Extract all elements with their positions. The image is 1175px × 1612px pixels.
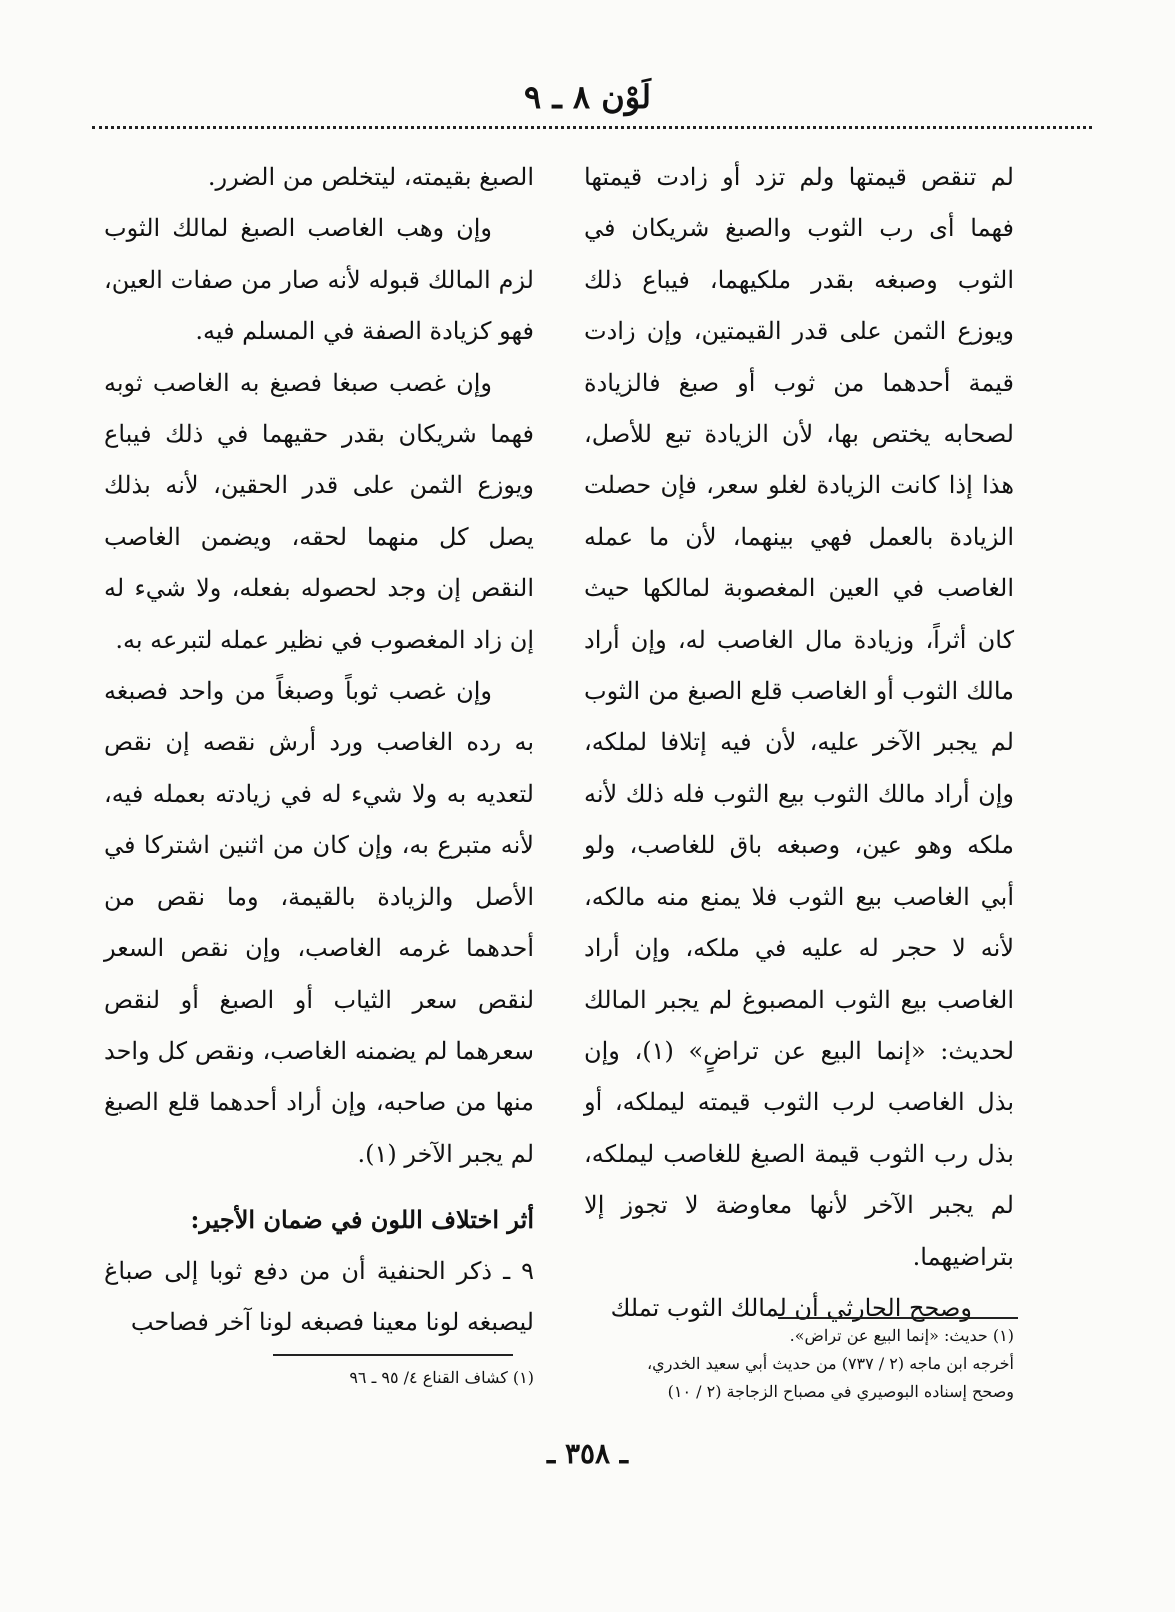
body-paragraph: وإن غصب ثوباً وصبغاً من واحد فصبغه به رده الغاصب ورد أرش نقصه إن نقص لتعديه به ولا شيء له في زيادته بعمله فيه، لأنه متبرع به، وإن كان من اثنين اشتركا في الأصل والزيادة بالقيمة، وما نقص من أحدهما غرمه الغاصب، وإن نقص السعر لنقص سعر الثياب أو الصبغ أو لنقص سعرهما لم يضمنه الغاصب، ونقص كل واحد منها من صاحبه، وإن أراد أحدهما قلع الصبغ لم يجبر الآخر (١).	[104, 677, 534, 1168]
footnotes-right	[584, 1322, 1014, 1406]
body-paragraph: وإن وهب الغاصب الصبغ لمالك الثوب لزم المالك قبوله لأنه صار من صفات العين، فهو كزيادة الصفة في المسلم فيه.	[104, 214, 534, 346]
right-column	[584, 152, 1014, 1334]
footnotes-left	[104, 1364, 534, 1392]
page-header-title: لَوْن ٨ ـ ٩	[524, 78, 651, 116]
footnote-line: أخرجه ابن ماجه (٢ / ٧٣٧) من حديث أبي سعيد الخدري،	[647, 1354, 1014, 1373]
body-paragraph: ٩ ـ ذكر الحنفية أن من دفع ثوبا إلى صباغ ليصبغه لونا معينا فصبغه لونا آخر فصاحب	[104, 1256, 535, 1336]
footnote-line: (١) كشاف القناع ٤/ ٩٥ ـ ٩٦	[349, 1368, 534, 1387]
footnote-line: وصحح إسناده البوصيري في مصباح الزجاجة (٢ / ١٠)	[667, 1382, 1014, 1401]
footnote-rule	[778, 1317, 1018, 1319]
section-subheading: أثر اختلاف اللون في ضمان الأجير:	[190, 1205, 534, 1235]
body-paragraph: وصحح الحارثي أن لمالك الثوب تملك	[610, 1293, 972, 1322]
body-paragraph: لم تنقص قيمتها ولم تزد أو زادت قيمتها فهما أى رب الثوب والصبغ شريكان في الثوب وصبغه بقدر ملكيهما، فيباع ذلك ويوزع الثمن على قدر القيمتين، وإن زادت قيمة أحدهما من ثوب أو صبغ فالزيادة لصحابه يختص بها، لأن الزيادة تبع للأصل، هذا إذا كانت الزيادة لغلو سعر، فإن حصلت الزيادة بالعمل فهي بينهما، لأن ما عمله الغاصب في العين المغصوبة لمالكها حيث كان أثراً، وزيادة مال الغاصب له، وإن أراد مالك الثوب أو الغاصب قلع الصبغ من الثوب لم يجبر الآخر عليه، لأن فيه إتلافا لملكه، وإن أراد مالك الثوب بيع الثوب فله ذلك لأنه ملكه وهو عين، وصبغه باق للغاصب، ولو أبي الغاصب بيع الثوب فلا يمنع منه مالكه، لأنه لا حجر له عليه في ملكه، وإن أراد الغاصب بيع الثوب المصبوغ لم يجبر المالك لحديث: «إنما البيع عن تراضٍ» (١)، وإن بذل الغاصب لرب الثوب قيمته ليملكه، أو بذل رب الثوب قيمة الصبغ للغاصب ليملكه، لم يجبر الآخر لأنها معاوضة لا تجوز إلا بتراضيهما.	[584, 163, 1014, 1271]
footnote-rule	[273, 1354, 513, 1356]
header-dotted-rule	[92, 126, 1092, 129]
body-paragraph: وإن غصب صبغا فصبغ به الغاصب ثوبه فهما شريكان بقدر حقيهما في ذلك فيباع ويوزع الثمن على قدر الحقين، لأنه بذلك يصل كل منهما لحقه، ويضمن الغاصب النقص إن وجد لحصوله بفعله، ولا شيء له إن زاد المغصوب في نظير عمله لتبرعه به.	[104, 368, 534, 654]
footnote-line: (١) حديث: «إنما البيع عن تراض».	[789, 1326, 1014, 1345]
left-column	[104, 152, 534, 1348]
page-number: ـ ٣٥٨ ـ	[546, 1437, 629, 1470]
body-paragraph: الصبغ بقيمته، ليتخلص من الضرر.	[207, 163, 534, 191]
